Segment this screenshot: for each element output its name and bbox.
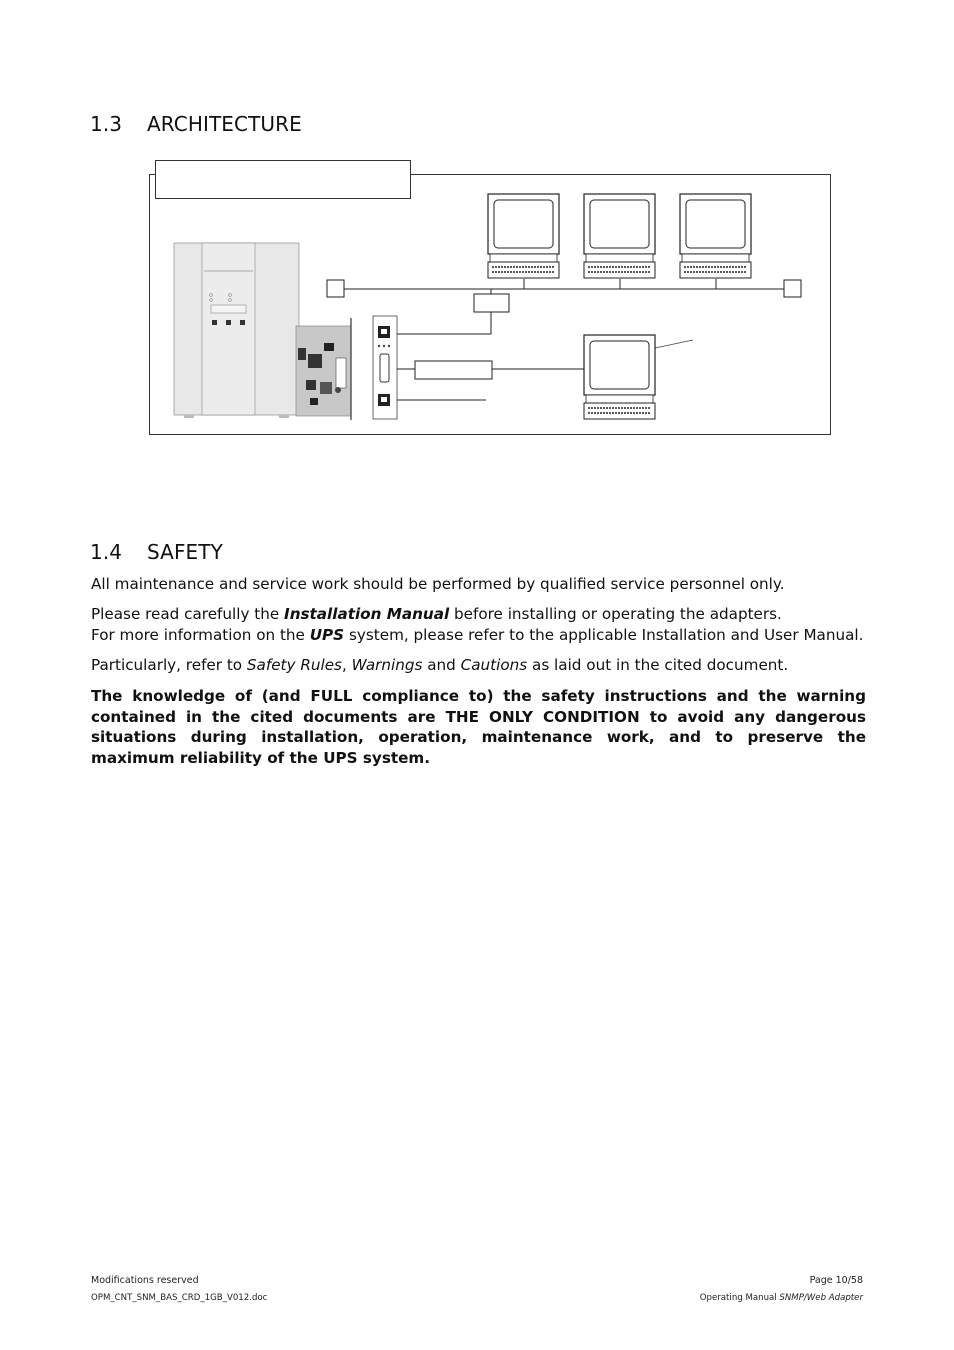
safety-rules-reference: Safety Rules (246, 656, 342, 674)
bus-terminator-right (784, 280, 801, 297)
footer-page-number: Page 10/58 (809, 1275, 863, 1286)
footer-manual-title (700, 1293, 863, 1303)
text-run: Please read carefully the (91, 605, 285, 623)
text-run: before installing or operating the adapters. (449, 605, 782, 623)
text-run: Operating Manual (699, 1293, 780, 1303)
footer-document-name: OPM_CNT_SNM_BAS_CRD_1GB_V012.doc (91, 1293, 268, 1303)
bus-terminator-left (327, 280, 344, 297)
text-run: system, please refer to the applicable Installation and User Manual. (344, 626, 864, 644)
ups-reference: UPS (309, 626, 345, 644)
ups-cabinet-icon (174, 243, 299, 418)
text-run: Particularly, refer to (91, 656, 247, 674)
manual-reference: Installation Manual (284, 605, 450, 623)
safety-paragraph-1: All maintenance and service work should be performed by qualified service personnel only. (91, 575, 785, 593)
section-number: 1.3 (90, 112, 123, 136)
text-run: as laid out in the cited document. (527, 656, 789, 674)
section-title: ARCHITECTURE (147, 112, 302, 136)
footer-modifications: Modifications reserved (91, 1275, 199, 1286)
text-run: , (341, 656, 352, 674)
section-heading-safety (90, 540, 223, 564)
architecture-diagram (148, 158, 838, 438)
text-run: For more information on the (91, 626, 310, 644)
safety-paragraph-2 (91, 604, 866, 646)
section-title: SAFETY (147, 540, 223, 564)
workstation-icon (584, 194, 655, 278)
workstation-icon (680, 194, 751, 278)
network-hub-box (474, 294, 509, 312)
section-number: 1.4 (90, 540, 123, 564)
diagram-label-box (156, 161, 411, 199)
warnings-reference: Warnings (351, 656, 423, 674)
cautions-reference: Cautions (460, 656, 528, 674)
safety-warning-paragraph: The knowledge of (and FULL compliance to) the safety instructions and the warning contained in the cited documents are THE ONLY CONDITION to avoid any dangerous situations during installation, operation, maintenance work, and to preserve the maximum reliability of the UPS system. (91, 687, 866, 767)
adapter-faceplate-icon (373, 316, 397, 419)
safety-paragraph-3 (91, 655, 866, 676)
text-run: and (422, 656, 461, 674)
adapter-card-icon (296, 318, 351, 420)
section-heading-architecture (90, 112, 302, 136)
product-name: SNMP/Web Adapter (779, 1293, 863, 1303)
workstation-icon (584, 335, 655, 419)
workstation-icon (488, 194, 559, 278)
serial-cable-box (415, 361, 492, 379)
